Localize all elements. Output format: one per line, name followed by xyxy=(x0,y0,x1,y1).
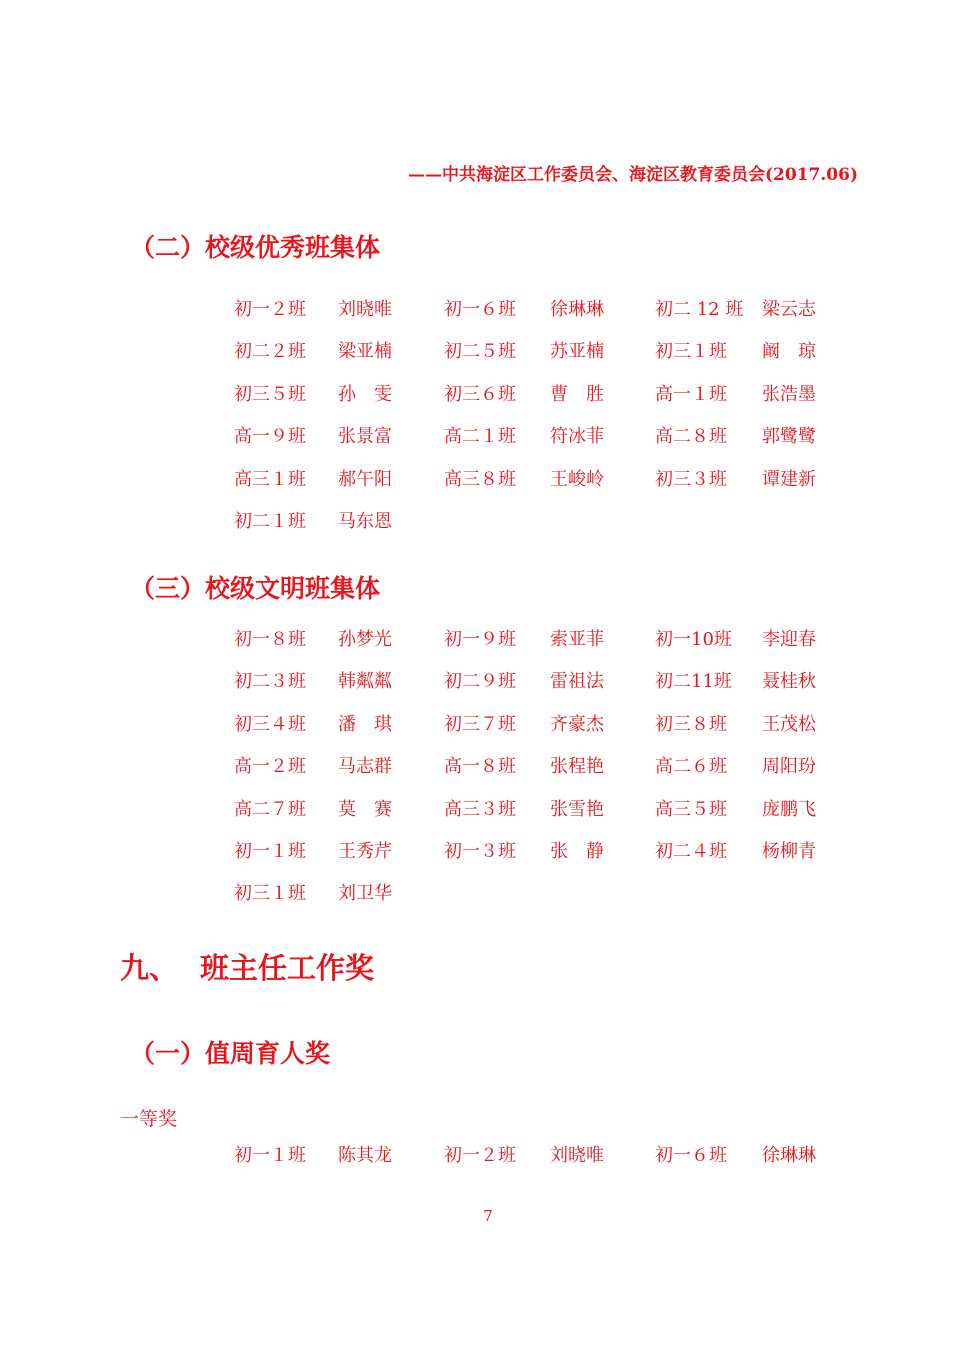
class-name: 初三７班 xyxy=(444,713,516,735)
teacher-name: 刘晓唯 xyxy=(550,1145,604,1166)
teacher-name: 张程艳 xyxy=(550,756,604,778)
section-nine-number: 九、 xyxy=(120,951,179,985)
class-name: 初二９班 xyxy=(444,671,516,693)
teacher-name: 张景富 xyxy=(338,426,392,448)
teacher-name: 张浩墨 xyxy=(762,383,816,405)
teacher-name: 刘晓唯 xyxy=(338,299,392,320)
teacher-name: 徐琳琳 xyxy=(762,1145,816,1166)
class-name: 初二５班 xyxy=(444,341,516,363)
teacher-name: 潘 琪 xyxy=(338,713,392,735)
teacher-name: 齐豪杰 xyxy=(550,713,604,735)
class-name: 初一６班 xyxy=(444,299,516,320)
class-name: 初一10班 xyxy=(655,629,732,650)
teacher-name: 孙梦光 xyxy=(338,629,392,650)
teacher-name: 周阳玢 xyxy=(762,756,816,778)
class-name: 初一２班 xyxy=(444,1145,516,1166)
teacher-name: 陈其龙 xyxy=(338,1145,392,1166)
teacher-name: 符冰菲 xyxy=(550,426,604,448)
class-name: 初三３班 xyxy=(655,468,727,490)
teacher-name: 聂桂秋 xyxy=(762,671,816,693)
teacher-name: 雷祖法 xyxy=(550,671,604,693)
class-name: 高三３班 xyxy=(444,798,516,820)
section-nine-title: 班主任工作奖 xyxy=(200,951,375,985)
class-name: 高二６班 xyxy=(655,756,727,778)
teacher-name: 韩粼粼 xyxy=(338,671,392,693)
class-name: 高一９班 xyxy=(234,426,306,448)
teacher-name: 曹 胜 xyxy=(550,383,604,405)
section-nine-heading xyxy=(120,946,374,987)
class-name: 高一８班 xyxy=(444,756,516,778)
teacher-name: 马志群 xyxy=(338,756,392,778)
teacher-name: 王峻岭 xyxy=(550,468,604,490)
class-name: 高二１班 xyxy=(444,426,516,448)
teacher-name: 庞鹏飞 xyxy=(762,798,816,820)
teacher-name: 李迎春 xyxy=(762,629,816,650)
teacher-name: 徐琳琳 xyxy=(550,299,604,320)
class-name: 初一１班 xyxy=(234,840,306,862)
teacher-name: 张 静 xyxy=(550,840,604,862)
class-name: 高二７班 xyxy=(234,798,306,820)
class-name: 初一３班 xyxy=(444,840,516,862)
teacher-name: 孙 雯 xyxy=(338,383,392,405)
class-name: 初三８班 xyxy=(655,713,727,735)
teacher-name: 马东恩 xyxy=(338,510,392,532)
class-name: 初一８班 xyxy=(234,629,306,650)
teacher-name: 郝午阳 xyxy=(338,468,392,490)
teacher-name: 谭建新 xyxy=(762,468,816,490)
class-name: 初一９班 xyxy=(444,629,516,650)
teacher-name: 刘卫华 xyxy=(338,883,392,905)
teacher-name: 杨柳青 xyxy=(762,840,816,862)
teacher-name: 梁亚楠 xyxy=(338,341,392,363)
class-name: 初二 12 班 xyxy=(655,299,744,320)
page-number: 7 xyxy=(483,1207,493,1225)
class-name: 高一１班 xyxy=(655,383,727,405)
class-name: 初二１班 xyxy=(234,510,306,532)
class-name: 初一６班 xyxy=(655,1145,727,1166)
source-attribution: ——中共海淀区工作委员会、海淀区教育委员会(2017.06) xyxy=(408,165,858,185)
class-name: 初三４班 xyxy=(234,713,306,735)
teacher-name: 张雪艳 xyxy=(550,798,604,820)
class-name: 初三１班 xyxy=(655,341,727,363)
teacher-name: 苏亚楠 xyxy=(550,341,604,363)
class-name: 高三１班 xyxy=(234,468,306,490)
teacher-name: 莫 赛 xyxy=(338,798,392,820)
teacher-name: 王茂松 xyxy=(762,713,816,735)
class-name: 初三５班 xyxy=(234,383,306,405)
teacher-name: 索亚菲 xyxy=(550,629,604,650)
class-name: 初一２班 xyxy=(234,299,306,320)
class-name: 高三５班 xyxy=(655,798,727,820)
class-name: 高一２班 xyxy=(234,756,306,778)
class-name: 初一１班 xyxy=(234,1145,306,1166)
heading-excellent-classes: （二）校级优秀班集体 xyxy=(130,233,381,262)
heading-duty-award: （一）值周育人奖 xyxy=(130,1039,331,1068)
class-name: 初三１班 xyxy=(234,883,306,905)
teacher-name: 郭鹭鹭 xyxy=(762,426,816,448)
heading-civilized-classes: （三）校级文明班集体 xyxy=(130,574,381,603)
class-name: 高三８班 xyxy=(444,468,516,490)
class-name: 初二２班 xyxy=(234,341,306,363)
award-level-first: 一等奖 xyxy=(120,1108,178,1130)
teacher-name: 阚 琼 xyxy=(762,341,816,363)
teacher-name: 梁云志 xyxy=(762,299,816,320)
class-name: 初三６班 xyxy=(444,383,516,405)
class-name: 初二11班 xyxy=(655,671,732,693)
class-name: 高二８班 xyxy=(655,426,727,448)
class-name: 初二４班 xyxy=(655,840,727,862)
class-name: 初二３班 xyxy=(234,671,306,693)
teacher-name: 王秀芹 xyxy=(338,840,392,862)
